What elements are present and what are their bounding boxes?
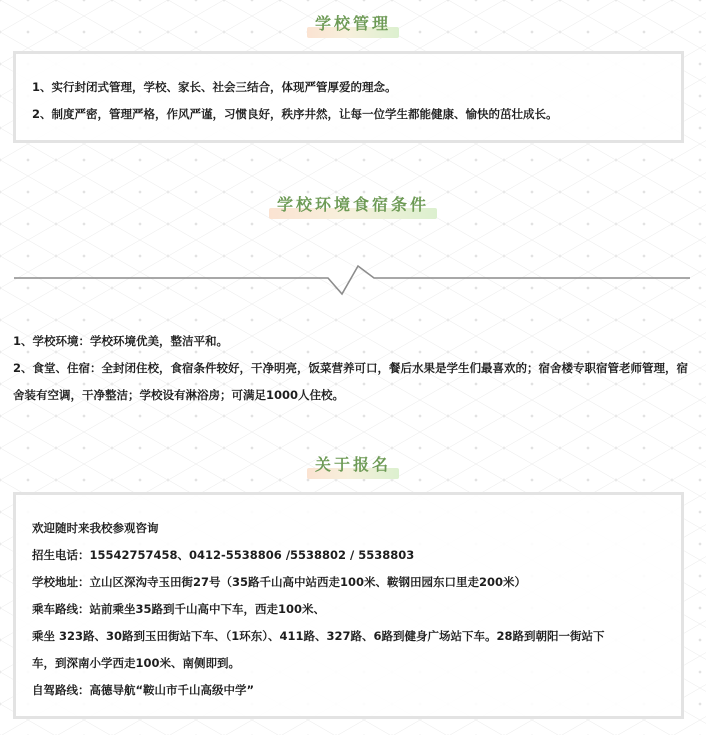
management-heading <box>0 11 706 34</box>
enrollment-bus-route-1: 乘车路线：站前乘坐35路到千山高中下车，西走100米、 <box>32 602 326 616</box>
management-title: 学校管理 <box>314 14 391 33</box>
enrollment-bus-route-3: 车，到深南小学西走100米、南侧即到。 <box>32 656 241 670</box>
enrollment-heading <box>0 452 706 475</box>
enrollment-bus-route-2: 乘坐 323路、30路到玉田街站下车、（1环东）、411路、327路、6路到健身广场站下车。28路到朝阳一街站下 <box>32 629 605 643</box>
enrollment-phone: 招生电话：15542757458、0412-5538806 /5538802 / 5538803 <box>32 548 415 562</box>
environment-line-2: 2、食堂、住宿：全封闭住校，食宿条件较好，干净明亮，饭菜营养可口，餐后水果是学生们最喜欢的；宿舍楼专职宿管老师管理，宿舍装有空调，干净整洁；学校设有淋浴房；可满足1000人住校。 <box>13 361 688 402</box>
management-line-2: 2、制度严密，管理严格，作风严谨，习惯良好，秩序井然，让每一位学生都能健康、愉快的茁壮成长。 <box>32 107 558 121</box>
zigzag-divider <box>14 258 692 298</box>
management-line-1: 1、实行封闭式管理，学校、家长、社会三结合，体现严管厚爱的理念。 <box>32 80 397 94</box>
enrollment-title: 关于报名 <box>314 455 391 474</box>
enrollment-address: 学校地址：立山区深沟寺玉田街27号（35路千山高中站西走100米、鞍钢田园东口里走200米） <box>32 575 527 589</box>
environment-line-1: 1、学校环境：学校环境优美，整洁平和。 <box>13 334 228 348</box>
environment-title: 学校环境食宿条件 <box>276 195 429 214</box>
environment-text <box>13 328 693 409</box>
enrollment-driving-route: 自驾路线：高德导航“鞍山市千山高级中学” <box>32 683 255 697</box>
environment-heading <box>0 192 706 215</box>
enrollment-welcome: 欢迎随时来我校参观咨询 <box>32 521 159 535</box>
management-box <box>13 51 684 143</box>
enrollment-box <box>13 492 684 719</box>
